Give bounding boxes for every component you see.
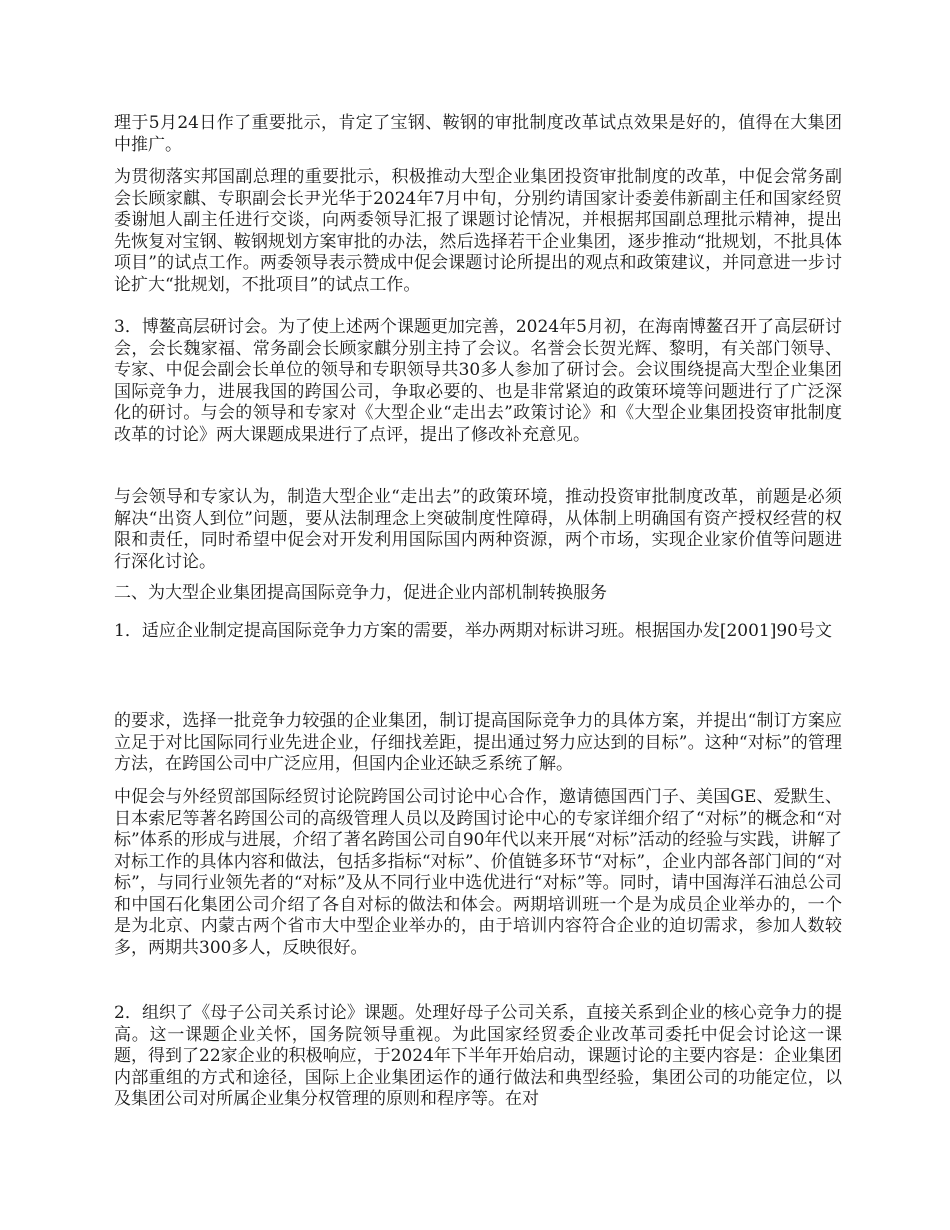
paragraph-parent-subsidiary-study: 2．组织了《母子公司关系讨论》课题。处理好母子公司关系，直接关系到企业的核心竞争力的提高。这一课题企业关怀，国务院领导重视。为此国家经贸委企业改革司委托中促会讨论这一课题，得到了22家企业的积极响应，于2024年下半年开始启动，课题讨论的主要内容是：企业集团内部重组的方式和途径，国际上企业集团运作的通行做法和典型经验，集团公司的功能定位，以及集团公司对所属企业集分权管理的原则和程序等。在对 — [114, 1003, 842, 1109]
paragraph-benchmark-cooperation: 中促会与外经贸部国际经贸讨论院跨国公司讨论中心合作，邀请德国西门子、美国GE、爱默生、日本索尼等著名跨国公司的高级管理人员以及跨国讨论中心的专家详细介绍了“对标”的概念和“对标”体系的形成与进展，介绍了著名跨国公司自90年代以来开展“对标”活动的经验与实践，讲解了对标工作的具体内容和做法，包括多指标“对标”、价值链多环节“对标”，企业内部各部门间的“对标”，与同行业领先者的“对标”及从不同行业中选优进行“对标”等。同时，请中国海洋石油总公司和中国石化集团公司介绍了各自对标的做法和体会。两期培训班一个是为成员企业举办的，一个是为北京、内蒙古两个省市大中型企业举办的，由于培训内容符合企业的迫切需求，参加人数较多，两期共300多人，反映很好。 — [114, 787, 842, 958]
paragraph-boao-seminar: 3．博鳌高层研讨会。为了使上述两个课题更加完善，2024年5月初，在海南博鳌召开了高层研讨会，会长魏家福、常务副会长顾家麒分别主持了会议。名誉会长贺光辉、黎明，有关部门领导、专家、中促会副会长单位的领导和专职领导共30多人参加了研讨会。会议围绕提高大型企业集团国际竞争力，进展我国的跨国公司，争取必要的、也是非常紧迫的政策环境等问题进行了广泛深化的研讨。与会的领导和专家对《大型企业“走出去”政策讨论》和《大型企业集团投资审批制度改革的讨论》两大课题成果进行了点评，提出了修改补充意见。 — [114, 317, 842, 445]
paragraph-reform-implementation: 为贯彻落实邦国副总理的重要批示，积极推动大型企业集团投资审批制度的改革，中促会常务副会长顾家麒、专职副会长尹光华于2024年7月中旬，分别约请国家计委姜伟新副主任和国家经贸委谢旭人副主任进行交谈，向两委领导汇报了课题讨论情况，并根据邦国副总理批示精神，提出先恢复对宝钢、鞍钢规划方案审批的办法，然后选择若干企业集团，逐步推动“批规划，不批具体项目”的试点工作。两委领导表示赞成中促会课题讨论所提出的观点和政策建议，并同意进一步讨论扩大“批规划，不批项目”的试点工作。 — [114, 167, 842, 295]
section-heading-two: 二、为大型企业集团提高国际竞争力，促进企业内部机制转换服务 — [114, 583, 607, 603]
paragraph-approval-result: 理于5月24日作了重要批示，肯定了宝钢、鞍钢的审批制度改革试点效果是好的，值得在大集团中推广。 — [114, 113, 842, 155]
paragraph-benchmark-training-intro: 1．适应企业制定提高国际竞争力方案的需要，举办两期对标讲习班。根据国办发[2001]90号文 — [114, 621, 832, 641]
paragraph-expert-opinions: 与会领导和专家认为，制造大型企业“走出去”的政策环境，推动投资审批制度改革，前题是必须解决“出资人到位”问题，要从法制理念上突破制度性障碍，从体制上明确国有资产授权经营的权限和责任，同时希望中促会对开发利用国际国内两种资源，两个市场，实现企业家价值等问题进行深化讨论。 — [114, 487, 842, 572]
paragraph-benchmark-requirement: 的要求，选择一批竞争力较强的企业集团，制订提高国际竞争力的具体方案，并提出“制订方案应立足于对比国际同行业先进企业，仔细找差距，提出通过努力应达到的目标”。这种“对标”的管理方法，在跨国公司中广泛应用，但国内企业还缺乏系统了解。 — [114, 711, 842, 774]
